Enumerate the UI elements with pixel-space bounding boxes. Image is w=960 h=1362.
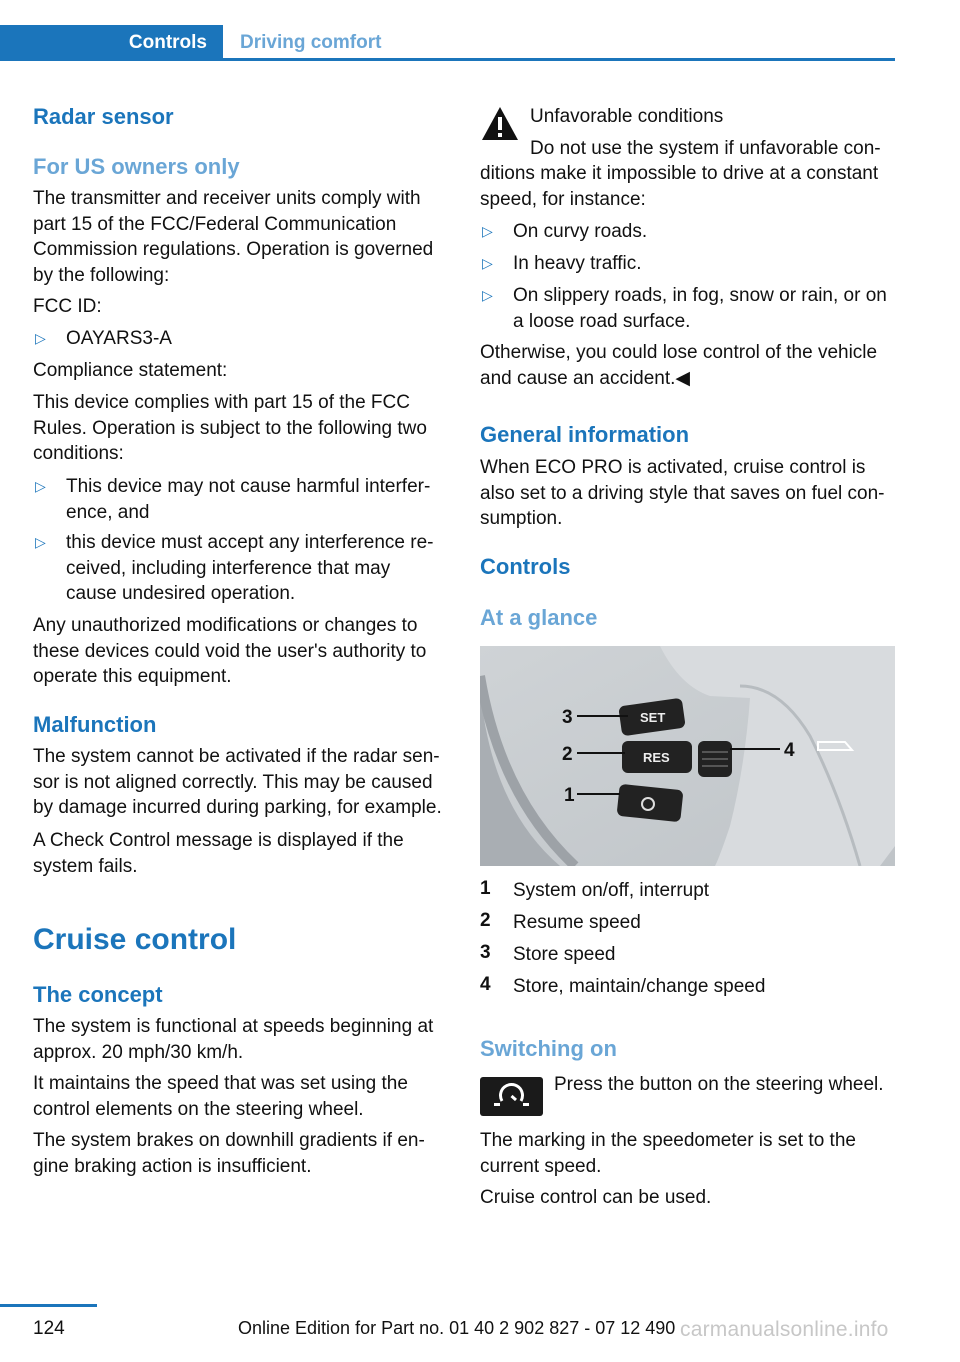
paragraph-concept-1: The system is functional at speeds beginning at approx. 20 mph/30 km/h. bbox=[33, 1016, 434, 1063]
legend-text: Store, maintain/change speed bbox=[513, 976, 766, 997]
triangle-bullet-icon: ▷ bbox=[35, 330, 46, 346]
tab-driving-comfort[interactable]: Driving comfort bbox=[240, 32, 382, 53]
legend-number: 4 bbox=[480, 974, 491, 995]
compliance-label: Compliance statement: bbox=[33, 360, 228, 381]
paragraph-fcc-intro: The transmitter and receiver units comply with part 15 of the FCC/Federal Communication Commission regulations. Operation is governed by the following: bbox=[33, 188, 434, 286]
callout-1: 1 bbox=[564, 785, 575, 806]
heading-general-information: General information bbox=[480, 422, 690, 447]
warning-text: ditions make it impossible to drive at a constant speed, for instance: bbox=[480, 163, 879, 210]
triangle-bullet-icon: ▷ bbox=[35, 478, 46, 494]
edition-text: Online Edition for Part no. 01 40 2 902 827 - 07 12 490 bbox=[238, 1318, 676, 1338]
list-item-traffic: In heavy traffic. bbox=[513, 253, 642, 274]
paragraph-modifications: Any unauthorized modifications or changes to these devices could void the user's authority to operate this equipment. bbox=[33, 615, 427, 687]
heading-controls: Controls bbox=[480, 554, 571, 579]
triangle-bullet-icon: ▷ bbox=[35, 534, 46, 550]
paragraph-general: When ECO PRO is activated, cruise control is also set to a driving style that saves on fuel con‐ sumption. bbox=[480, 457, 885, 529]
list-item-condition-1: This device may not cause harmful interfer‐ ence, and bbox=[66, 476, 431, 523]
switch-instruction: Press the button on the steering wheel. bbox=[554, 1074, 884, 1095]
heading-switching-on: Switching on bbox=[480, 1036, 617, 1061]
paragraph-check-control: A Check Control message is displayed if the system fails. bbox=[33, 830, 404, 877]
list-item-condition-2: this device must accept any interference re‐ ceived, including interference that may cause undesired operation. bbox=[66, 532, 434, 604]
header-rule bbox=[0, 58, 895, 61]
heading-at-a-glance: At a glance bbox=[480, 605, 598, 630]
watermark: carmanualsonline.info bbox=[680, 1318, 889, 1341]
callout-3: 3 bbox=[562, 707, 573, 728]
fcc-id-label: FCC ID: bbox=[33, 296, 102, 317]
paragraph-concept-3: The system brakes on downhill gradients if en‐ gine braking action is insufficient. bbox=[33, 1130, 425, 1177]
paragraph-marking: The marking in the speedometer is set to the current speed. bbox=[480, 1130, 856, 1177]
triangle-bullet-icon: ▷ bbox=[482, 255, 493, 271]
page-number: 124 bbox=[33, 1318, 65, 1339]
warning-title: Unfavorable conditions bbox=[530, 106, 724, 127]
callout-4: 4 bbox=[784, 740, 795, 761]
warning-icon bbox=[480, 104, 520, 144]
legend-number: 2 bbox=[480, 910, 491, 931]
legend-text: Store speed bbox=[513, 944, 616, 965]
legend-number: 3 bbox=[480, 942, 491, 963]
list-item-slippery: On slippery roads, in fog, snow or rain, or on a loose road surface. bbox=[513, 285, 887, 332]
list-item-curvy: On curvy roads. bbox=[513, 221, 648, 242]
tab-controls[interactable]: Controls bbox=[0, 25, 223, 61]
footer-rule bbox=[0, 1304, 97, 1307]
heading-the-concept: The concept bbox=[33, 982, 163, 1007]
heading-us-owners: For US owners only bbox=[33, 154, 240, 179]
set-button-label: SET bbox=[640, 710, 666, 725]
heading-radar-sensor: Radar sensor bbox=[33, 104, 174, 129]
warning-text-first-line: Do not use the system if unfavorable con‐ bbox=[530, 138, 881, 159]
triangle-bullet-icon: ▷ bbox=[482, 223, 493, 239]
legend-text: Resume speed bbox=[513, 912, 641, 933]
paragraph-compliance: This device complies with part 15 of the FCC Rules. Operation is subject to the following two conditions: bbox=[33, 392, 427, 464]
paragraph-malfunction: The system cannot be activated if the radar sen‐ sor is not aligned correctly. This may be caused by damage incurred during parking, for example. bbox=[33, 746, 442, 818]
list-item-fcc-id: OAYARS3-A bbox=[66, 328, 172, 349]
steering-wheel-controls-image bbox=[480, 646, 895, 866]
heading-malfunction: Malfunction bbox=[33, 712, 157, 737]
warning-end: Otherwise, you could lose control of the vehicle and cause an accident.◀ bbox=[480, 342, 878, 389]
legend-number: 1 bbox=[480, 878, 491, 899]
res-button-label: RES bbox=[643, 750, 670, 765]
triangle-bullet-icon: ▷ bbox=[482, 287, 493, 303]
cruise-on-off-button-icon bbox=[480, 1077, 543, 1116]
heading-cruise-control: Cruise control bbox=[33, 923, 237, 956]
callout-2: 2 bbox=[562, 744, 573, 765]
paragraph-can-be-used: Cruise control can be used. bbox=[480, 1187, 712, 1208]
paragraph-concept-2: It maintains the speed that was set using the control elements on the steering wheel. bbox=[33, 1073, 408, 1120]
legend-text: System on/off, interrupt bbox=[513, 880, 710, 901]
